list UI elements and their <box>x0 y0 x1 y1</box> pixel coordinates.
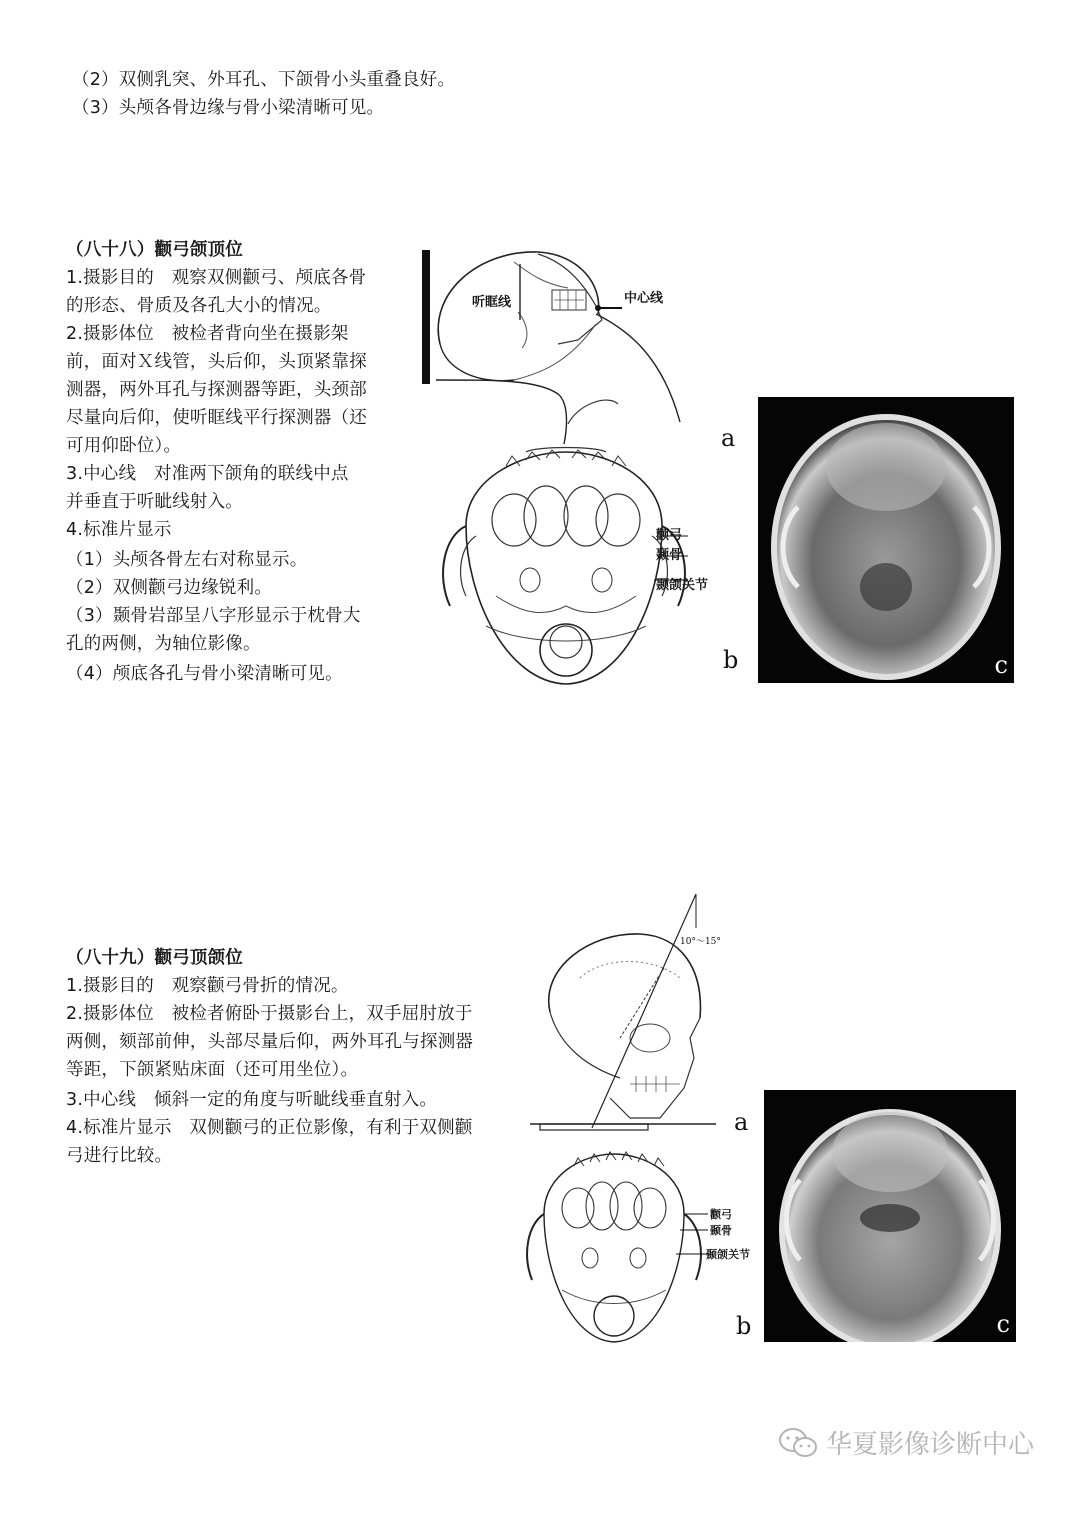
section-88-line: 的形态、骨质及各孔大小的情况。 <box>66 296 332 316</box>
section-88-line: （4）颅底各孔与骨小梁清晰可见。 <box>66 664 343 684</box>
figure-89-label-b: b <box>736 1312 752 1340</box>
figure-89c-xray <box>764 1090 1016 1342</box>
label-89-tmj: 颞颌关节 <box>706 1248 750 1261</box>
figure-88-label-c: c <box>994 651 1008 679</box>
figure-89a-lateral-skull <box>520 888 760 1134</box>
watermark-text: 华夏影像诊断中心 <box>826 1430 1035 1460</box>
figure-88b-axial-drawing <box>426 446 722 686</box>
label-89-angle: 10°～15° <box>680 937 721 947</box>
figure-89b-axial-drawing <box>514 1150 714 1344</box>
section-88-line: 孔的两侧，为轴位影像。 <box>66 634 261 654</box>
section-88-line: （2）双侧颧弓边缘锐利。 <box>66 578 273 598</box>
watermark <box>778 1424 1034 1461</box>
section-88-line: 测器，两外耳孔与探测器等距，头颈部 <box>66 380 367 400</box>
label-88-zygomatic-arch: 颧弓 <box>656 528 683 543</box>
wechat-icon <box>778 1426 818 1460</box>
figure-89-label-c: c <box>996 1310 1010 1338</box>
figure-88a-lateral-head <box>418 244 708 446</box>
section-89-line: 4.标准片显示 双侧颧弓的正位影像，有利于双侧颧 <box>66 1118 473 1138</box>
section-89-title: （八十九）颧弓顶颌位 <box>66 948 243 968</box>
section-88-line: 可用仰卧位）。 <box>66 436 182 456</box>
label-88-temporal-bone: 颞骨 <box>656 548 683 563</box>
section-88-line: 4.标准片显示 <box>66 520 172 540</box>
section-88-line: （1）头颅各骨左右对称显示。 <box>66 550 308 570</box>
section-88-title: （八十八）颧弓颌顶位 <box>66 240 243 260</box>
top-line-2: （3）头颅各骨边缘与骨小梁清晰可见。 <box>72 98 385 118</box>
section-88-line: （3）颞骨岩部呈八字形显示于枕骨大 <box>66 606 361 626</box>
figure-88-label-a: a <box>721 424 736 452</box>
section-88-line: 并垂直于听眦线射入。 <box>66 492 243 512</box>
label-orbital-line: 听眶线 <box>472 295 512 310</box>
section-89-line: 弓进行比较。 <box>66 1146 173 1166</box>
section-88-line: 3.中心线 对准两下颌角的联线中点 <box>66 464 349 484</box>
figure-88c-xray <box>758 397 1014 683</box>
figure-89-label-a: a <box>734 1108 749 1136</box>
section-89-line: 2.摄影体位 被检者俯卧于摄影台上，双手屈肘放于 <box>66 1004 473 1024</box>
figure-88-label-b: b <box>723 646 739 674</box>
label-89-temporal-bone: 颞骨 <box>710 1224 732 1237</box>
section-89-line: 等距，下颌紧贴床面（还可用坐位）。 <box>66 1060 359 1080</box>
section-88-line: 前，面对Ｘ线管，头后仰，头顶紧靠探 <box>66 352 367 372</box>
label-88-tmj: 颞颌关节 <box>656 578 709 593</box>
section-88-line: 2.摄影体位 被检者背向坐在摄影架 <box>66 324 349 344</box>
xray-88-image <box>758 397 1014 683</box>
section-88-line: 1.摄影目的 观察双侧颧弓、颅底各骨 <box>66 268 367 288</box>
section-89-line: 3.中心线 倾斜一定的角度与听眦线垂直射入。 <box>66 1090 438 1110</box>
top-line-1: （2）双侧乳突、外耳孔、下颌骨小头重叠良好。 <box>72 70 456 90</box>
section-89-line: 1.摄影目的 观察颧弓骨折的情况。 <box>66 976 349 996</box>
xray-89-image <box>764 1090 1016 1342</box>
section-88-line: 尽量向后仰，使听眶线平行探测器（还 <box>66 408 367 428</box>
label-89-zygomatic-arch: 颧弓 <box>710 1208 732 1221</box>
section-89-line: 两侧，颏部前伸，头部尽量后仰，两外耳孔与探测器 <box>66 1032 474 1052</box>
label-center-line: 中心线 <box>624 291 664 306</box>
